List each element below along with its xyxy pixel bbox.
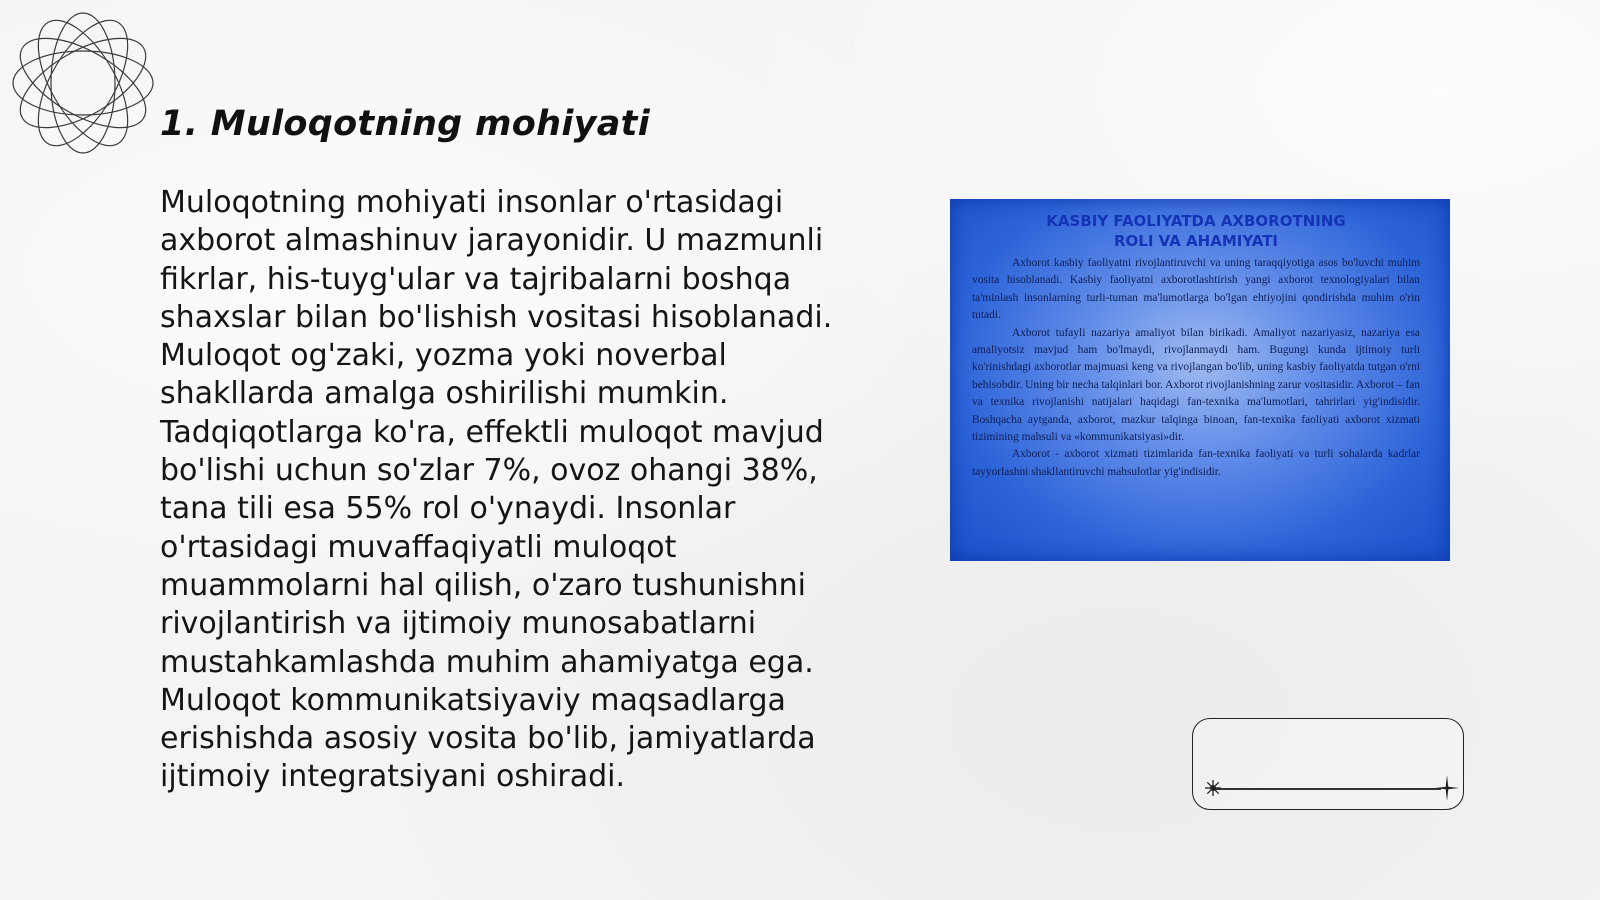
slide-body-text: Muloqotning mohiyati insonlar o'rtasidagi axborot almashinuv jarayonidir. U mazmunli fikrlar, his-tuyg'ular va tajribalarni boshqa shaxslar bilan bo'lishish vositasi hisoblanadi. Muloqot og'zaki, yozma yoki noverbal shakllarda amalga oshirilishi mumkin. Tadqiqotlarga ko'ra, effektli muloqot mavjud bo'lishi uchun so'zlar 7%, ovoz ohangi 38%, tana tili esa 55% rol o'ynaydi. Insonlar o'rtasidagi muvaffaqiyatli muloqot muammolarni hal qilish, o'zaro tushunishni rivojlantirish va ijtimoiy munosabatlarni mustahkamlashda muhim ahamiyatga ega. Muloqot kommunikatsiyaviy maqsadlarga erishishda asosiy vosita bo'lib, jamiyatlarda ijtimoiy integratsiyani oshiradi. bbox=[160, 185, 833, 795]
document-heading bbox=[972, 211, 1420, 251]
timeline-line bbox=[1211, 788, 1441, 790]
orbital-rings-icon bbox=[8, 8, 158, 158]
sparkle-icon bbox=[1203, 778, 1223, 798]
document-image bbox=[950, 199, 1450, 561]
document-paragraph: Axborot tufayli nazariya amaliyot bilan birikadi. Amaliyot nazariyasiz, nazariya esa amaliyotsiz mavjud ham bo'lmaydi, rivojlanmaydi ham. Bugungi kunda ijtimoiy turli ko'rinishdagi axborotlar majmuasi keng va rivojlangan bo'lib, uning kasbiy faoliyatda tutgan o'rni behisobdir. Uning bir necha talqinlari bor. Axborot rivojlanishning zarur vositasidir. Axborot – fan va texnika rivojlanishi natijalari haqidagi fan-texnika ma'lumotlari, tahrirlari yig'indisidir. Boshqacha aytganda, axborot, mazkur talqinga binoan, fan-texnika faoliyati axborot xizmati tizimining mahsuli va «kommunikatsiyasi»dir. bbox=[972, 326, 1420, 444]
document-heading-line1: KASBIY FAOLIYATDA AXBOROTNING bbox=[1046, 212, 1346, 230]
document-paragraph: Axborot kasbiy faoliyatni rivojlantiruvchi va uning taraqqiyotiga asos bo'luvchi muhim vosita hisoblanadi. Kasbiy faoliyatni axborotlashtirish yangi axborot texnologiyalari bilan ta'minlash insonlarning turli-tuman ma'lumotlarga bo'lgan ehtiyojini qondirishda muhim o'rin tutadi. bbox=[972, 257, 1420, 322]
slide-title: 1. Muloqotning mohiyati bbox=[160, 104, 651, 144]
document-paragraph: Axborot - axborot xizmati tizimlarida fan-texnika faoliyati va turli sohalarda kadrlar tayyorlashni shakllantiruvchi mahsulotlar yig'indisidir. bbox=[972, 448, 1420, 478]
document-heading-line2: ROLI VA AHAMIYATI bbox=[1113, 232, 1279, 250]
decorative-timeline-box bbox=[1192, 718, 1464, 810]
four-point-star-icon bbox=[1435, 775, 1459, 801]
